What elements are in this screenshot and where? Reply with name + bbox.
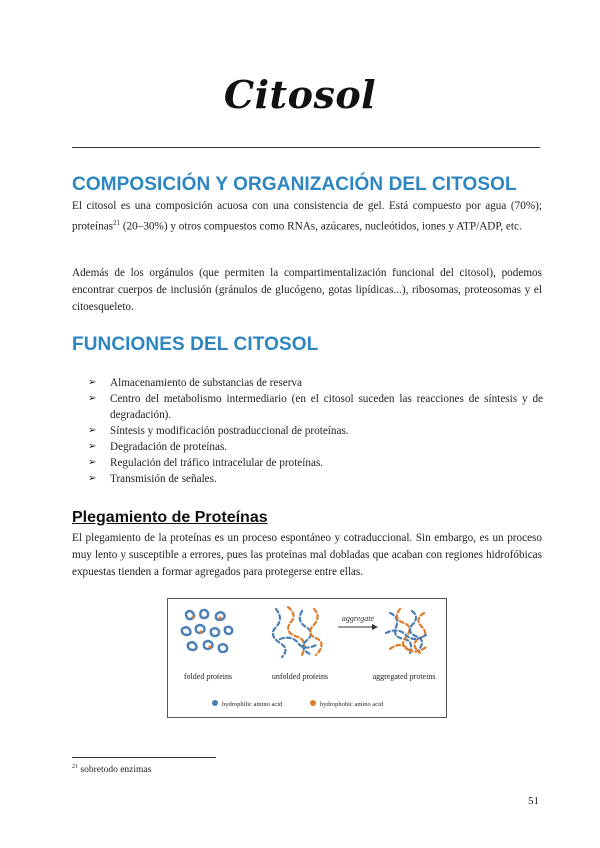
paragraph-organulos: Además de los orgánulos (que permiten la compartimentalización funcional del citosol), podemos encontrar cuerpos de inclusión (gránulos de glucógeno, gotas lipídicas...), ribosomas, proteosomas y el citoesqueleto. — [72, 267, 542, 314]
paragraph-plegamiento: El plegamiento de la proteínas es un proceso espontáneo y cotraduccional. Sin embargo, es un proceso muy lento y susceptible a errores, pues las proteínas mal dobladas que acaban con regiones hidrofóbicas expuestas tienden a formar agregados para protegerse entre ellas. — [72, 532, 542, 579]
list-item-text: Degradación de proteínas. — [110, 441, 228, 453]
footnote-text: sobretodo enzimas — [78, 765, 152, 776]
list-item — [88, 439, 543, 455]
hydrophobic-legend-dot — [310, 700, 316, 706]
paragraph-composicion-part1: El citosol es una composición acuosa con una consistencia de gel. Está compuesto por agua (70%); proteínas — [72, 200, 542, 233]
aggregated-proteins-illustration — [386, 609, 426, 653]
list-item — [88, 455, 543, 471]
list-item-text: Regulación del tráfico intracelular de proteínas. — [110, 457, 324, 469]
footnote-divider — [72, 757, 216, 758]
list-item-text: Almacenamiento de substancias de reserva — [110, 377, 302, 389]
unfolded-proteins-label: unfolded proteins — [271, 672, 329, 681]
folded-proteins-label: folded proteins — [183, 672, 233, 681]
hydrophobic-legend-label: hydrophobic amino acid — [320, 701, 384, 708]
list-item — [88, 391, 543, 423]
hydrophilic-legend-dot — [212, 700, 218, 706]
arrow-bullet-icon: ➢ — [88, 457, 97, 468]
title-divider — [72, 147, 540, 148]
protein-folding-illustration — [168, 599, 446, 717]
aggregate-arrow-label: aggregate — [341, 614, 375, 623]
page-number: 51 — [528, 795, 539, 807]
section-heading-funciones: FUNCIONES DEL CITOSOL — [72, 334, 319, 355]
unfolded-proteins-illustration — [273, 607, 322, 657]
footnote-ref-21[interactable]: 21 — [113, 219, 121, 228]
footnote-number: 21 — [72, 764, 78, 770]
list-item — [88, 423, 543, 439]
aggregate-arrow — [338, 614, 378, 630]
functions-list — [88, 375, 543, 487]
list-item — [88, 471, 543, 487]
arrow-bullet-icon: ➢ — [88, 393, 97, 404]
arrow-bullet-icon: ➢ — [88, 441, 97, 452]
page-title: Citosol — [223, 72, 377, 117]
list-item-text: Transmisión de señales. — [110, 473, 217, 485]
section-heading-composicion: COMPOSICIÓN Y ORGANIZACIÓN DEL CITOSOL — [72, 174, 517, 195]
arrow-bullet-icon: ➢ — [88, 473, 97, 484]
paragraph-composicion-part2: (20–30%) y otros compuestos como RNAs, azúcares, nucleótidos, iones y ATP/ADP, etc. — [120, 220, 522, 233]
footnote — [72, 764, 151, 775]
list-item-text: Centro del metabolismo intermediario (en el citosol suceden las reacciones de síntesis y de degradación). — [110, 393, 543, 421]
list-item-text: Síntesis y modificación postraduccional de proteínas. — [110, 425, 349, 437]
arrow-bullet-icon: ➢ — [88, 377, 97, 388]
folded-proteins-illustration — [182, 610, 232, 652]
aggregated-proteins-label: aggregated proteins — [372, 672, 436, 681]
paragraph-composicion — [72, 198, 542, 236]
arrow-bullet-icon: ➢ — [88, 425, 97, 436]
protein-folding-figure — [167, 598, 447, 718]
list-item — [88, 375, 543, 391]
subsection-heading-plegamiento: Plegamiento de Proteínas — [72, 509, 268, 526]
hydrophilic-legend-label: hydrophilic amino acid — [222, 701, 283, 708]
